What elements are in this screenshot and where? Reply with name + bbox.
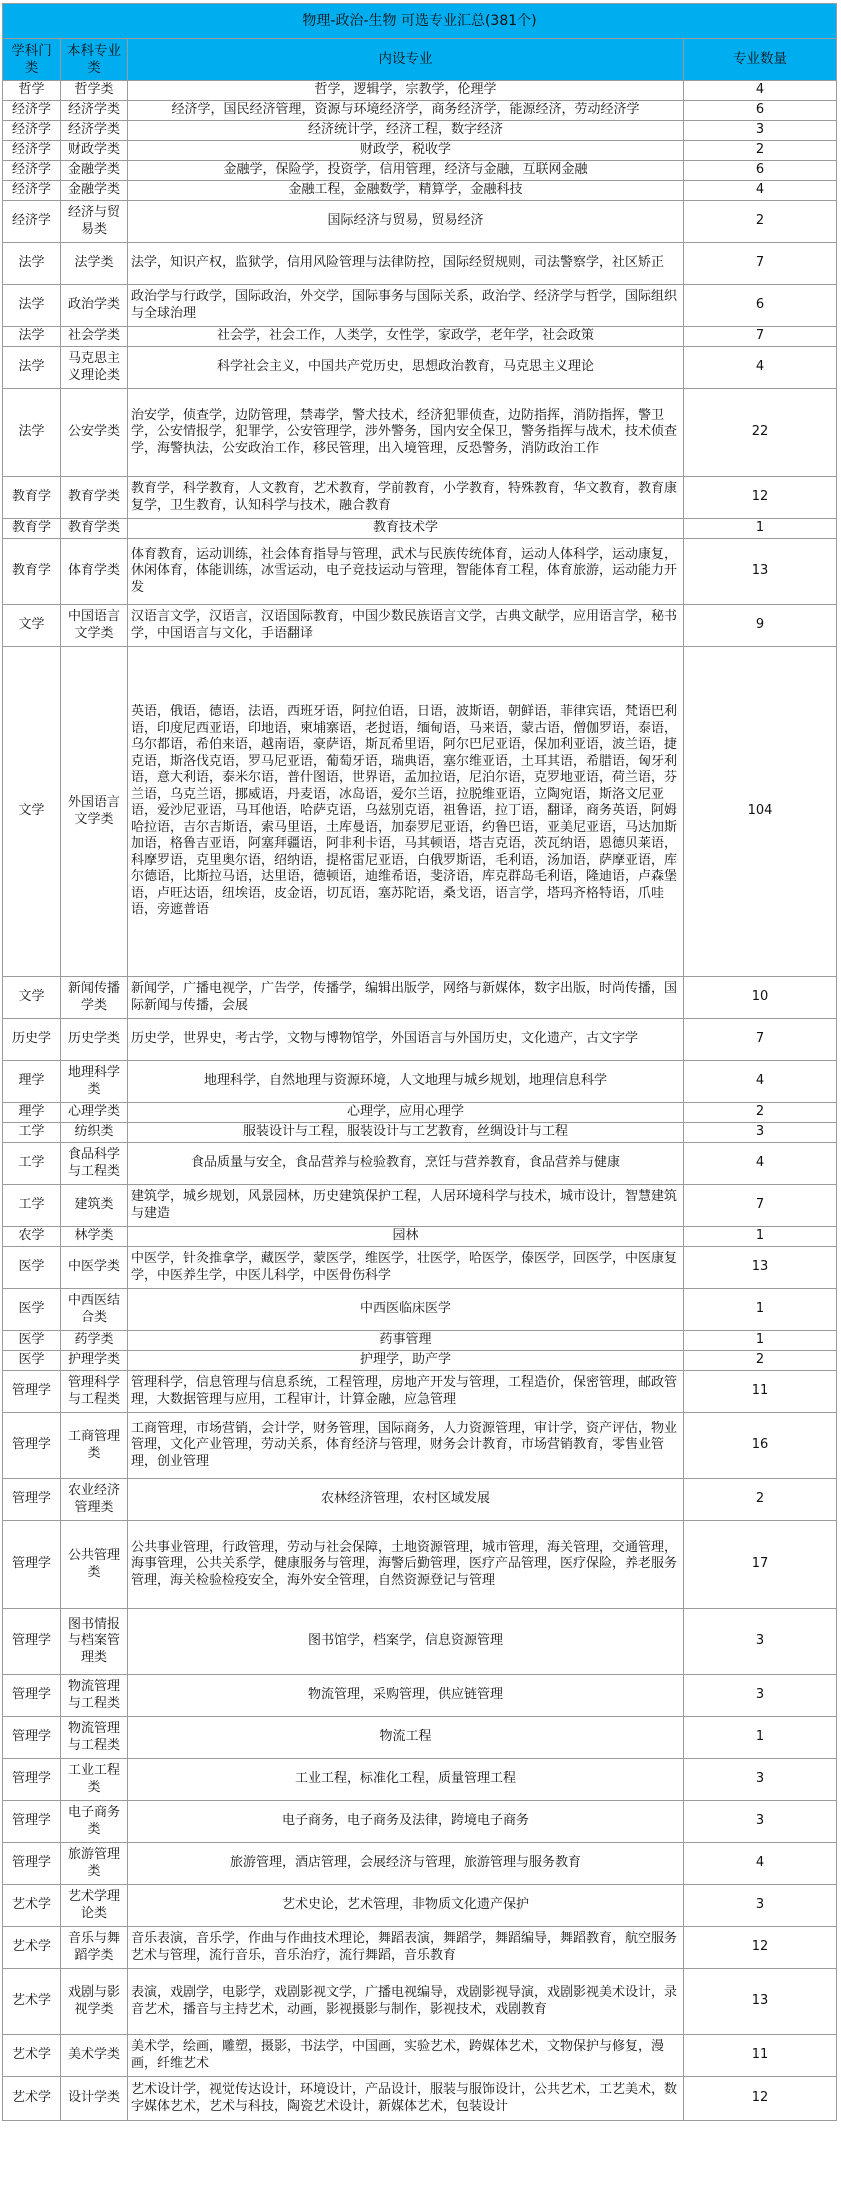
header-discipline: 学科门类 [3, 39, 61, 81]
cell-count: 7 [684, 1019, 837, 1061]
table-row [3, 243, 837, 285]
table-row [3, 1927, 837, 1969]
cell-count: 7 [684, 243, 837, 285]
cell-majors: 社会学，社会工作，人类学，女性学，家政学，老年学，社会政策 [128, 327, 684, 347]
cell-count: 3 [684, 1801, 837, 1843]
table-row [3, 1759, 837, 1801]
table-row [3, 121, 837, 141]
cell-majors: 工商管理，市场营销，会计学，财务管理，国际商务，人力资源管理，审计学，资产评估，物业管理，文化产业管理，劳动关系，体育经济与管理，财务会计教育，市场营销教育，零售业管理，创业管理 [128, 1413, 684, 1479]
cell-majors: 心理学，应用心理学 [128, 1103, 684, 1123]
cell-majors: 政治学与行政学，国际政治，外交学，国际事务与国际关系，政治学、经济学与哲学，国际组织与全球治理 [128, 285, 684, 327]
table-row [3, 1227, 837, 1247]
cell-majors: 服装设计与工程，服装设计与工艺教育，丝绸设计与工程 [128, 1123, 684, 1143]
cell-major-class: 地理科学类 [61, 1061, 128, 1103]
table-row [3, 1185, 837, 1227]
cell-count: 11 [684, 2035, 837, 2077]
cell-majors: 旅游管理，酒店管理，会展经济与管理，旅游管理与服务教育 [128, 1843, 684, 1885]
table-row [3, 1371, 837, 1413]
table-row [3, 141, 837, 161]
cell-major-class: 旅游管理类 [61, 1843, 128, 1885]
cell-major-class: 艺术学理论类 [61, 1885, 128, 1927]
cell-discipline: 医学 [3, 1351, 61, 1371]
table-row [3, 977, 837, 1019]
cell-discipline: 法学 [3, 243, 61, 285]
cell-majors: 科学社会主义，中国共产党历史，思想政治教育，马克思主义理论 [128, 347, 684, 389]
cell-majors: 图书馆学，档案学，信息资源管理 [128, 1609, 684, 1675]
cell-count: 3 [684, 1675, 837, 1717]
cell-major-class: 纺织类 [61, 1123, 128, 1143]
cell-majors: 经济学，国民经济管理，资源与环境经济学，商务经济学，能源经济，劳动经济学 [128, 101, 684, 121]
cell-count: 6 [684, 285, 837, 327]
cell-discipline: 管理学 [3, 1801, 61, 1843]
cell-major-class: 美术学类 [61, 2035, 128, 2077]
header-major-count: 专业数量 [684, 39, 837, 81]
cell-discipline: 管理学 [3, 1675, 61, 1717]
cell-count: 22 [684, 389, 837, 477]
cell-discipline: 艺术学 [3, 1927, 61, 1969]
cell-major-class: 社会学类 [61, 327, 128, 347]
table-row [3, 2035, 837, 2077]
cell-majors: 财政学，税收学 [128, 141, 684, 161]
header-majors: 内设专业 [128, 39, 684, 81]
cell-majors: 音乐表演，音乐学，作曲与作曲技术理论，舞蹈表演，舞蹈学，舞蹈编导，舞蹈教育，航空服务艺术与管理，流行音乐，音乐治疗，流行舞蹈，音乐教育 [128, 1927, 684, 1969]
cell-major-class: 农业经济管理类 [61, 1479, 128, 1521]
table-row [3, 1479, 837, 1521]
cell-discipline: 艺术学 [3, 1885, 61, 1927]
cell-discipline: 农学 [3, 1227, 61, 1247]
cell-discipline: 经济学 [3, 181, 61, 201]
table-row [3, 1143, 837, 1185]
cell-count: 4 [684, 1143, 837, 1185]
cell-count: 4 [684, 181, 837, 201]
cell-discipline: 管理学 [3, 1717, 61, 1759]
cell-discipline: 哲学 [3, 81, 61, 101]
cell-major-class: 教育学类 [61, 519, 128, 539]
cell-major-class: 经济学类 [61, 121, 128, 141]
cell-count: 4 [684, 1843, 837, 1885]
cell-discipline: 工学 [3, 1123, 61, 1143]
table-row [3, 101, 837, 121]
cell-majors: 中医学，针灸推拿学，藏医学，蒙医学，维医学，壮医学，哈医学，傣医学，回医学，中医康复学，中医养生学，中医儿科学，中医骨伤科学 [128, 1247, 684, 1289]
cell-major-class: 经济学类 [61, 101, 128, 121]
table-row [3, 2077, 837, 2121]
cell-discipline: 管理学 [3, 1479, 61, 1521]
cell-major-class: 教育学类 [61, 477, 128, 519]
table-row [3, 1289, 837, 1331]
cell-major-class: 工业工程类 [61, 1759, 128, 1801]
table-row [3, 477, 837, 519]
table-title: 物理-政治-生物 可选专业汇总(381个) [3, 4, 837, 39]
cell-count: 9 [684, 605, 837, 647]
cell-majors: 工业工程，标准化工程，质量管理工程 [128, 1759, 684, 1801]
table-row [3, 1609, 837, 1675]
cell-majors: 艺术史论，艺术管理，非物质文化遗产保护 [128, 1885, 684, 1927]
table-row [3, 1331, 837, 1351]
cell-count: 13 [684, 1247, 837, 1289]
cell-discipline: 法学 [3, 389, 61, 477]
cell-majors: 金融工程，金融数学，精算学，金融科技 [128, 181, 684, 201]
cell-count: 3 [684, 1759, 837, 1801]
table-row [3, 1247, 837, 1289]
table-row [3, 1717, 837, 1759]
cell-major-class: 体育学类 [61, 539, 128, 605]
cell-discipline: 工学 [3, 1143, 61, 1185]
cell-majors: 哲学，逻辑学，宗教学，伦理学 [128, 81, 684, 101]
table-row [3, 161, 837, 181]
cell-count: 6 [684, 161, 837, 181]
cell-majors: 中西医临床医学 [128, 1289, 684, 1331]
cell-majors: 食品质量与安全，食品营养与检验教育，烹饪与营养教育，食品营养与健康 [128, 1143, 684, 1185]
cell-major-class: 中西医结合类 [61, 1289, 128, 1331]
cell-major-class: 政治学类 [61, 285, 128, 327]
table-row [3, 285, 837, 327]
cell-discipline: 艺术学 [3, 2077, 61, 2121]
cell-major-class: 心理学类 [61, 1103, 128, 1123]
cell-count: 2 [684, 201, 837, 243]
table-row [3, 1123, 837, 1143]
table-row [3, 1061, 837, 1103]
cell-count: 1 [684, 1717, 837, 1759]
cell-count: 1 [684, 519, 837, 539]
cell-majors: 物流管理，采购管理，供应链管理 [128, 1675, 684, 1717]
table-row [3, 327, 837, 347]
cell-count: 3 [684, 121, 837, 141]
cell-major-class: 电子商务类 [61, 1801, 128, 1843]
cell-count: 12 [684, 2077, 837, 2121]
cell-major-class: 设计学类 [61, 2077, 128, 2121]
table-row [3, 81, 837, 101]
table-row [3, 647, 837, 977]
cell-majors: 电子商务，电子商务及法律，跨境电子商务 [128, 1801, 684, 1843]
cell-major-class: 金融学类 [61, 181, 128, 201]
table-row [3, 201, 837, 243]
cell-discipline: 管理学 [3, 1521, 61, 1609]
cell-major-class: 经济与贸易类 [61, 201, 128, 243]
cell-discipline: 法学 [3, 285, 61, 327]
cell-discipline: 法学 [3, 347, 61, 389]
table-row [3, 389, 837, 477]
cell-majors: 公共事业管理，行政管理，劳动与社会保障，土地资源管理，城市管理，海关管理，交通管理，海事管理，公共关系学，健康服务与管理，海警后勤管理，医疗产品管理，医疗保险，养老服务管理，海关检验检疫安全，海外安全管理，自然资源登记与管理 [128, 1521, 684, 1609]
cell-count: 2 [684, 141, 837, 161]
table-row [3, 1969, 837, 2035]
cell-majors: 法学，知识产权，监狱学，信用风险管理与法律防控，国际经贸规则，司法警察学，社区矫正 [128, 243, 684, 285]
cell-majors: 经济统计学，经济工程，数字经济 [128, 121, 684, 141]
majors-table [2, 3, 837, 2121]
cell-majors: 金融学，保险学，投资学，信用管理，经济与金融，互联网金融 [128, 161, 684, 181]
cell-major-class: 护理学类 [61, 1351, 128, 1371]
cell-majors: 历史学，世界史，考古学，文物与博物馆学，外国语言与外国历史，文化遗产，古文字学 [128, 1019, 684, 1061]
cell-major-class: 林学类 [61, 1227, 128, 1247]
cell-majors: 艺术设计学，视觉传达设计，环境设计，产品设计，服装与服饰设计，公共艺术，工艺美术，数字媒体艺术，艺术与科技，陶瓷艺术设计，新媒体艺术，包装设计 [128, 2077, 684, 2121]
cell-major-class: 马克思主义理论类 [61, 347, 128, 389]
cell-major-class: 图书情报与档案管理类 [61, 1609, 128, 1675]
header-major-class: 本科专业类 [61, 39, 128, 81]
cell-major-class: 戏剧与影视学类 [61, 1969, 128, 2035]
cell-count: 4 [684, 81, 837, 101]
cell-count: 2 [684, 1351, 837, 1371]
cell-major-class: 外国语言文学类 [61, 647, 128, 977]
cell-majors: 国际经济与贸易，贸易经济 [128, 201, 684, 243]
cell-count: 4 [684, 347, 837, 389]
cell-majors: 新闻学，广播电视学，广告学，传播学，编辑出版学，网络与新媒体，数字出版，时尚传播，国际新闻与传播，会展 [128, 977, 684, 1019]
cell-discipline: 管理学 [3, 1609, 61, 1675]
cell-count: 1 [684, 1227, 837, 1247]
table-row [3, 605, 837, 647]
table-row [3, 1019, 837, 1061]
cell-majors: 治安学，侦查学，边防管理，禁毒学，警犬技术，经济犯罪侦查，边防指挥，消防指挥，警卫学，公安情报学，犯罪学，公安管理学，涉外警务，国内安全保卫，警务指挥与战术，技术侦查学，海警执法，公安政治工作，移民管理，出入境管理，反恐警务，消防政治工作 [128, 389, 684, 477]
cell-majors: 教育技术学 [128, 519, 684, 539]
cell-majors: 美术学，绘画，雕塑，摄影，书法学，中国画，实验艺术，跨媒体艺术，文物保护与修复，漫画，纤维艺术 [128, 2035, 684, 2077]
cell-discipline: 管理学 [3, 1843, 61, 1885]
table-row [3, 539, 837, 605]
cell-discipline: 文学 [3, 647, 61, 977]
table-row [3, 1885, 837, 1927]
cell-discipline: 管理学 [3, 1371, 61, 1413]
cell-count: 2 [684, 1103, 837, 1123]
cell-major-class: 历史学类 [61, 1019, 128, 1061]
cell-discipline: 艺术学 [3, 2035, 61, 2077]
table-row [3, 181, 837, 201]
cell-majors: 药事管理 [128, 1331, 684, 1351]
cell-count: 6 [684, 101, 837, 121]
cell-discipline: 教育学 [3, 519, 61, 539]
cell-discipline: 工学 [3, 1185, 61, 1227]
table-body [3, 81, 837, 2121]
cell-discipline: 理学 [3, 1061, 61, 1103]
cell-major-class: 音乐与舞蹈学类 [61, 1927, 128, 1969]
cell-majors: 护理学，助产学 [128, 1351, 684, 1371]
cell-major-class: 管理科学与工程类 [61, 1371, 128, 1413]
table-row [3, 519, 837, 539]
cell-discipline: 医学 [3, 1331, 61, 1351]
cell-count: 11 [684, 1371, 837, 1413]
cell-discipline: 经济学 [3, 141, 61, 161]
cell-count: 104 [684, 647, 837, 977]
cell-discipline: 教育学 [3, 539, 61, 605]
cell-discipline: 医学 [3, 1289, 61, 1331]
cell-count: 12 [684, 1927, 837, 1969]
cell-count: 13 [684, 539, 837, 605]
cell-major-class: 法学类 [61, 243, 128, 285]
cell-majors: 教育学，科学教育，人文教育，艺术教育，学前教育，小学教育，特殊教育，华文教育，教育康复学，卫生教育，认知科学与技术，融合教育 [128, 477, 684, 519]
cell-majors: 表演，戏剧学，电影学，戏剧影视文学，广播电视编导，戏剧影视导演，戏剧影视美术设计，录音艺术，播音与主持艺术，动画，影视摄影与制作，影视技术，戏剧教育 [128, 1969, 684, 2035]
cell-majors: 体育教育，运动训练，社会体育指导与管理，武术与民族传统体育，运动人体科学，运动康复，休闲体育，体能训练，冰雪运动，电子竞技运动与管理，智能体育工程，体育旅游，运动能力开发 [128, 539, 684, 605]
cell-majors: 英语，俄语，德语，法语，西班牙语，阿拉伯语，日语，波斯语，朝鲜语，菲律宾语，梵语巴利语，印度尼西亚语，印地语，柬埔寨语，老挝语，缅甸语，马来语，蒙古语，僧伽罗语，泰语，乌尔都语，希伯来语，越南语，豪萨语，斯瓦希里语，阿尔巴尼亚语，保加利亚语，波兰语，捷克语，斯洛伐克语，罗马尼亚语，葡萄牙语，瑞典语，塞尔维亚语，土耳其语，希腊语，匈牙利语，意大利语，泰米尔语，普什图语，世界语，孟加拉语，尼泊尔语，克罗地亚语，荷兰语，芬兰语，乌克兰语，挪威语，丹麦语，冰岛语，爱尔兰语，拉脱维亚语，立陶宛语，斯洛文尼亚语，爱沙尼亚语，马耳他语，哈萨克语，乌兹别克语，祖鲁语，拉丁语，翻译，商务英语，阿姆哈拉语，吉尔吉斯语，索马里语，土库曼语，加泰罗尼亚语，约鲁巴语，亚美尼亚语，马达加斯加语，格鲁吉亚语，阿塞拜疆语，阿非利卡语，马其顿语，塔吉克语，茨瓦纳语，恩德贝莱语，科摩罗语，克里奥尔语，绍纳语，提格雷尼亚语，白俄罗斯语，毛利语，汤加语，萨摩亚语，库尔德语，比斯拉马语，达里语，德顿语，迪维希语，斐济语，库克群岛毛利语，隆迪语，卢森堡语，卢旺达语，纽埃语，皮金语，切瓦语，塞苏陀语，桑戈语，语言学，塔玛齐格特语，爪哇语，旁遮普语 [128, 647, 684, 977]
cell-count: 12 [684, 477, 837, 519]
cell-discipline: 经济学 [3, 121, 61, 141]
cell-major-class: 中国语言文学类 [61, 605, 128, 647]
cell-discipline: 经济学 [3, 201, 61, 243]
cell-discipline: 文学 [3, 605, 61, 647]
table-row [3, 1413, 837, 1479]
cell-discipline: 经济学 [3, 161, 61, 181]
cell-major-class: 公共管理类 [61, 1521, 128, 1609]
cell-majors: 农林经济管理，农村区域发展 [128, 1479, 684, 1521]
cell-count: 3 [684, 1885, 837, 1927]
cell-major-class: 公安学类 [61, 389, 128, 477]
cell-discipline: 医学 [3, 1247, 61, 1289]
cell-discipline: 管理学 [3, 1413, 61, 1479]
cell-count: 3 [684, 1609, 837, 1675]
cell-major-class: 新闻传播学类 [61, 977, 128, 1019]
table-row [3, 1351, 837, 1371]
table-row [3, 1843, 837, 1885]
table-row [3, 1801, 837, 1843]
cell-count: 3 [684, 1123, 837, 1143]
cell-majors: 建筑学，城乡规划，风景园林，历史建筑保护工程，人居环境科学与技术，城市设计，智慧建筑与建造 [128, 1185, 684, 1227]
cell-major-class: 食品科学与工程类 [61, 1143, 128, 1185]
table-row [3, 1521, 837, 1609]
cell-major-class: 金融学类 [61, 161, 128, 181]
cell-major-class: 建筑类 [61, 1185, 128, 1227]
table-row [3, 1103, 837, 1123]
cell-discipline: 文学 [3, 977, 61, 1019]
cell-majors: 汉语言文学，汉语言，汉语国际教育，中国少数民族语言文学，古典文献学，应用语言学，秘书学，中国语言与文化，手语翻译 [128, 605, 684, 647]
cell-discipline: 法学 [3, 327, 61, 347]
cell-major-class: 哲学类 [61, 81, 128, 101]
table-row [3, 1675, 837, 1717]
cell-count: 4 [684, 1061, 837, 1103]
cell-count: 13 [684, 1969, 837, 2035]
cell-discipline: 管理学 [3, 1759, 61, 1801]
cell-discipline: 艺术学 [3, 1969, 61, 2035]
cell-majors: 物流工程 [128, 1717, 684, 1759]
cell-count: 16 [684, 1413, 837, 1479]
cell-major-class: 物流管理与工程类 [61, 1675, 128, 1717]
cell-majors: 地理科学，自然地理与资源环境，人文地理与城乡规划，地理信息科学 [128, 1061, 684, 1103]
cell-major-class: 物流管理与工程类 [61, 1717, 128, 1759]
cell-discipline: 历史学 [3, 1019, 61, 1061]
cell-count: 1 [684, 1331, 837, 1351]
cell-count: 1 [684, 1289, 837, 1331]
cell-major-class: 工商管理类 [61, 1413, 128, 1479]
cell-major-class: 财政学类 [61, 141, 128, 161]
cell-count: 17 [684, 1521, 837, 1609]
cell-count: 7 [684, 327, 837, 347]
cell-discipline: 教育学 [3, 477, 61, 519]
cell-major-class: 中医学类 [61, 1247, 128, 1289]
cell-discipline: 经济学 [3, 101, 61, 121]
cell-major-class: 药学类 [61, 1331, 128, 1351]
cell-count: 7 [684, 1185, 837, 1227]
cell-count: 10 [684, 977, 837, 1019]
cell-count: 2 [684, 1479, 837, 1521]
cell-discipline: 理学 [3, 1103, 61, 1123]
cell-majors: 园林 [128, 1227, 684, 1247]
cell-majors: 管理科学，信息管理与信息系统，工程管理，房地产开发与管理，工程造价，保密管理，邮政管理，大数据管理与应用，工程审计，计算金融，应急管理 [128, 1371, 684, 1413]
table-row [3, 347, 837, 389]
